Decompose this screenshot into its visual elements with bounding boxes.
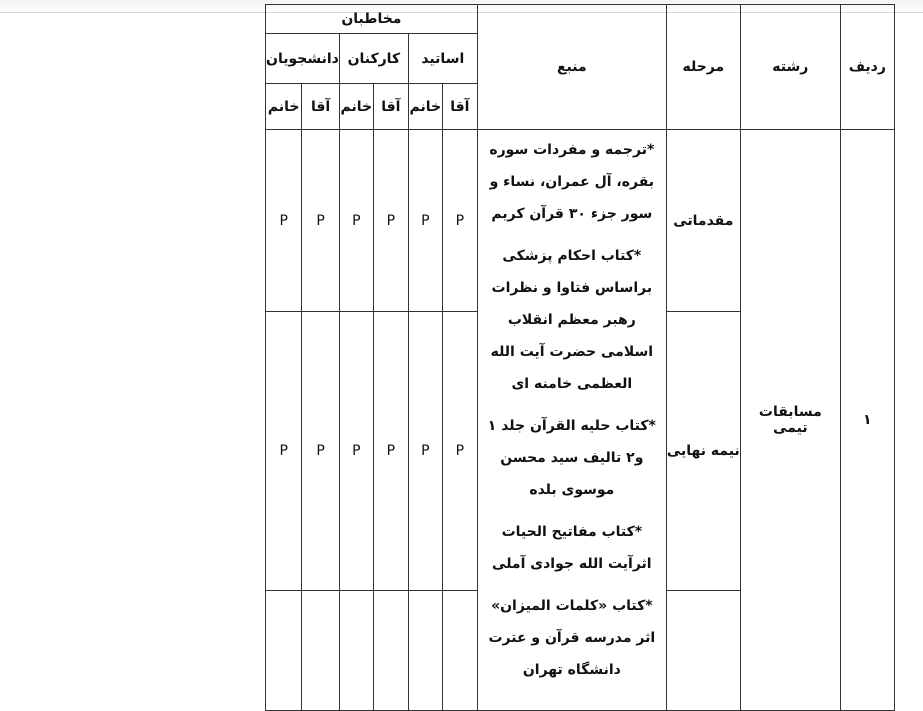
check-mark [408, 591, 442, 711]
check-mark: P [339, 312, 373, 591]
header-students-male: آقا [302, 84, 339, 130]
header-audience: مخاطبان [266, 5, 478, 34]
source-item: *کتاب مفاتیح الحیات اثرآیت الله جوادی آملی [492, 524, 652, 572]
check-mark: P [373, 312, 408, 591]
stage-name: مقدماتی [666, 130, 740, 312]
check-mark: P [302, 312, 339, 591]
check-mark: P [373, 130, 408, 312]
header-professors-female: خانم [408, 84, 442, 130]
source-item: *کتاب «کلمات المیزان» اثر مدرسه قرآن و عترت دانشگاه تهران [488, 598, 656, 678]
source-item: *کتاب احکام پزشکی براساس فتاوا و نظرات رهبر معظم انقلاب اسلامی حضرت آیت الله العظمی خامنه ای [490, 248, 654, 392]
table-row-stage-1 [266, 130, 895, 312]
header-staff-female: خانم [339, 84, 373, 130]
header-stage: مرحله [666, 5, 740, 130]
source-item: *ترجمه و مفردات سوره بقره، آل عمران، نساء و سور جزء ۳۰ قرآن کریم [489, 142, 655, 222]
source-item: *کتاب حلیه القرآن جلد ۱ و۲ تالیف سید محسن موسوی بلده [487, 418, 656, 498]
source-cell [477, 130, 666, 711]
check-mark: P [442, 130, 477, 312]
check-mark [442, 591, 477, 711]
stage-name: نیمه نهایی [666, 312, 740, 591]
header-group-students: دانشجویان [266, 34, 340, 84]
check-mark: P [302, 130, 339, 312]
header-professors-male: آقا [442, 84, 477, 130]
check-mark [302, 591, 339, 711]
header-group-professors: اساتید [408, 34, 477, 84]
header-students-female: خانم [266, 84, 302, 130]
check-mark [339, 591, 373, 711]
header-staff-male: آقا [373, 84, 408, 130]
check-mark: P [442, 312, 477, 591]
check-mark: P [266, 130, 302, 312]
check-mark [373, 591, 408, 711]
check-mark: P [266, 312, 302, 591]
competition-table [265, 4, 895, 711]
check-mark [266, 591, 302, 711]
header-row-1 [266, 5, 895, 34]
header-row-no: ردیف [840, 5, 894, 130]
check-mark: P [408, 130, 442, 312]
row-field: مسابقات تیمی [740, 130, 840, 711]
check-mark: P [339, 130, 373, 312]
stage-name [666, 591, 740, 711]
header-source: منبع [477, 5, 666, 130]
header-group-staff: کارکنان [339, 34, 408, 84]
check-mark: P [408, 312, 442, 591]
row-number: ۱ [840, 130, 894, 711]
header-field: رشته [740, 5, 840, 130]
source-list [478, 130, 666, 686]
